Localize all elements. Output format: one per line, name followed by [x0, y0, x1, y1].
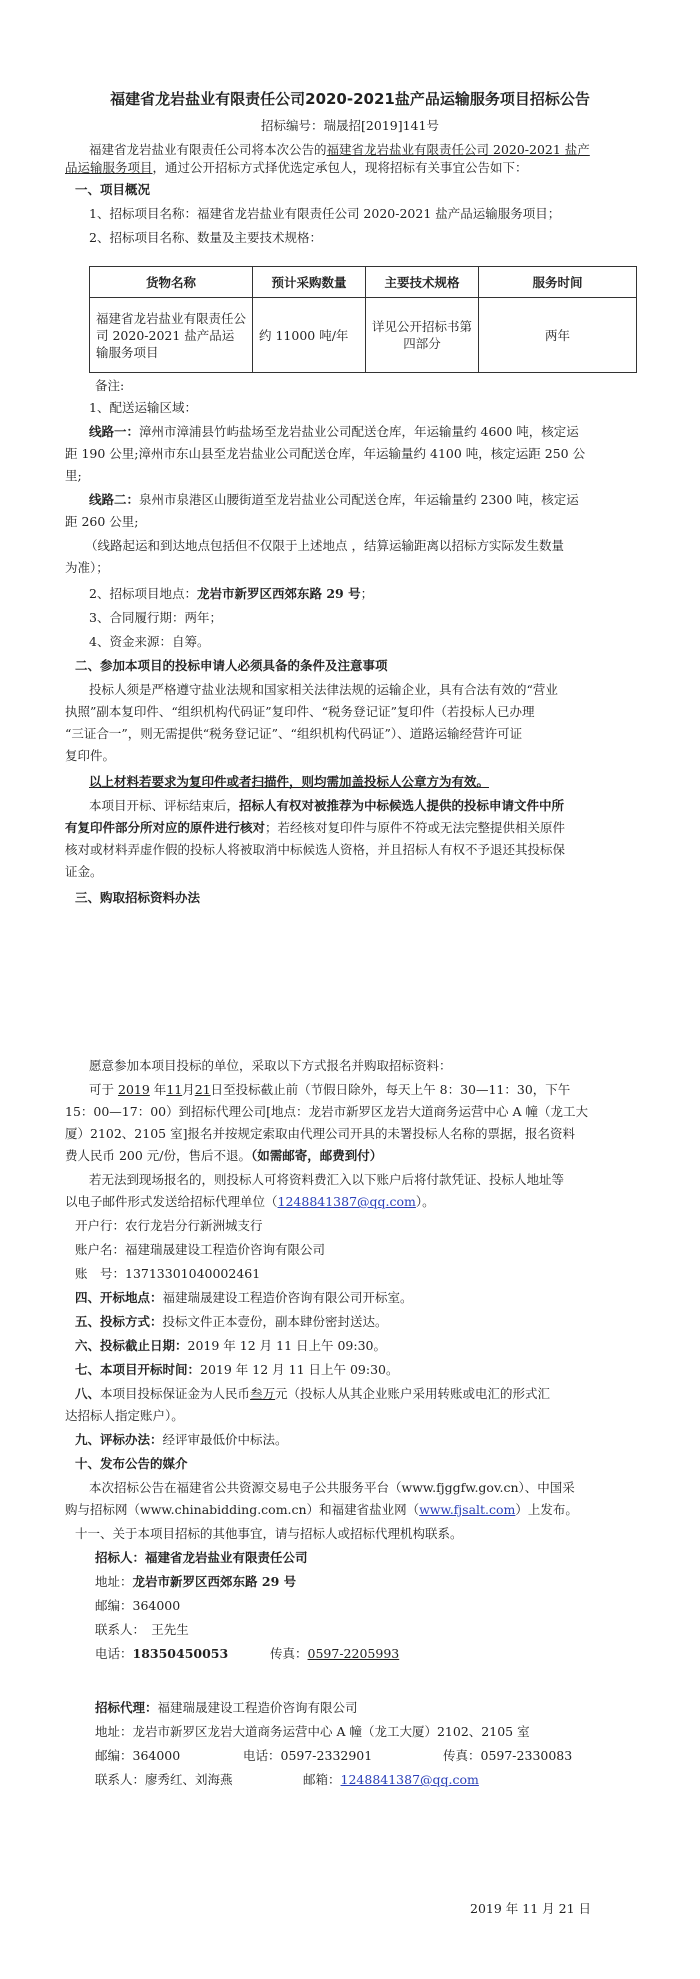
- contract-period: 3、合同履行期：两年；: [89, 610, 222, 625]
- route-1-line-1: [89, 424, 579, 440]
- sec2-para-line: 执照”副本复印件、“组织机构代码证”复印件、“税务登记证”复印件（若投标人已办理: [65, 704, 535, 719]
- site-end: ；: [360, 586, 374, 601]
- tenderer-name: 福建省龙岩盐业有限责任公司: [145, 1550, 308, 1565]
- sec2-para-line: [65, 820, 565, 836]
- tenderer-contact: 联系人： 王先生: [95, 1622, 189, 1637]
- sec3-para-line: 愿意参加本项目投标的单位，采取以下方式报名并购取招标资料：: [89, 1058, 452, 1073]
- sec2-para-line: [89, 798, 564, 814]
- section-7-label: 七、本项目开标时间：: [75, 1362, 201, 1377]
- phone-value: 18350450053: [132, 1646, 229, 1661]
- agent-label: 招标代理：: [95, 1700, 158, 1715]
- address-label: 地址：: [95, 1574, 133, 1589]
- route-1-line-2: 距 190 公里;漳州市东山县至龙岩盐业公司配送仓库，年运输量约 4100 吨，核定运距 250 公: [65, 446, 586, 461]
- sec3-text: 月: [182, 1082, 195, 1097]
- agent-name: 福建瑞晟建设工程造价咨询有限公司: [157, 1700, 358, 1715]
- sec2-para-line: 证金。: [65, 864, 103, 879]
- section-8: [75, 1386, 550, 1402]
- phone-label: 电话：: [95, 1646, 133, 1661]
- sec3-day: 21: [194, 1082, 211, 1097]
- section-8-label: 八、: [75, 1386, 101, 1401]
- fax-label: 传真：: [270, 1646, 308, 1661]
- table-header-cell: 货物名称: [90, 267, 253, 298]
- sec2-para-line: “三证合一”，则无需提供“税务登记证”、“组织机构代码证”）、道路运输经营许可证: [65, 726, 523, 741]
- section-8-text: 元（投标人从其企业账户采用转账或电汇的形式汇: [275, 1386, 551, 1401]
- route-note-line-1: （线路起运和到达地点包括但不仅限于上述地点 ，结算运输距离以招标方实际发生数量: [85, 538, 564, 553]
- table-header-row: [90, 267, 637, 298]
- route-1-text: 漳州市漳浦县竹屿盐场至龙岩盐业公司配送仓库，年运输量约 4600 吨，核定运: [139, 424, 579, 439]
- page-title: 福建省龙岩盐业有限责任公司2020-2021盐产品运输服务项目招标公告: [110, 90, 590, 108]
- section-11: 十一、关于本项目招标的其他事宜，请与招标人或招标代理机构联系。: [75, 1526, 463, 1541]
- section-9-value: 经评审最低价中标法。: [162, 1432, 288, 1447]
- table-row: [90, 298, 637, 373]
- sec3-text: 费人民币 200 元/份，售后不退。: [65, 1148, 252, 1163]
- sec2-emphasis: 以上材料若要求为复印件或者扫描件，则均需加盖投标人公章方为有效。: [89, 774, 490, 789]
- zone-label: 1、配送运输区域：: [89, 400, 197, 415]
- deposit-amount: 叁万: [250, 1386, 276, 1401]
- sec3-para-line: [65, 1148, 382, 1164]
- sec3-text: ）。: [415, 1194, 435, 1209]
- section-7: [75, 1362, 399, 1378]
- sec2-bold-text: 招标人有权对被推荐为中标候选人提供的投标申请文件中所: [239, 798, 565, 813]
- sec2-text: ；若经核对复印件与原件不符或无法完整提供相关原件: [265, 820, 566, 835]
- sec3-para-line: 15：00—17：00）到招标代理公司[地点：龙岩市新罗区龙岩大道商务运营中心 A 幢（龙工大: [65, 1104, 588, 1119]
- route-1-label: 线路一：: [89, 424, 140, 439]
- agent-address: 地址：龙岩市新罗区龙岩大道商务运营中心 A 幢（龙工大厦）2102、2105 室: [95, 1724, 530, 1739]
- intro-project-name-cont: 品运输服务项目: [65, 160, 153, 175]
- section-3-heading: 三、购取招标资料办法: [75, 890, 201, 905]
- sec3-text: 可于: [89, 1082, 115, 1097]
- tenderer-address: [95, 1574, 296, 1590]
- section-7-value: 2019 年 12 月 11 日上午 09:30。: [200, 1362, 399, 1377]
- sec3-para-line: 厦）2102、2105 室]报名并按规定索取由代理公司开具的未署投标人名称的票据，报名资料: [65, 1126, 575, 1141]
- note-label: 备注:: [95, 378, 125, 393]
- sec10-text: 购与招标网（www.chinabidding.com.cn）和福建省盐业网（: [65, 1502, 420, 1517]
- site-label: 2、招标项目地点：: [89, 586, 197, 601]
- section-5-value: 投标文件正本壹份，副本肆份密封送达。: [162, 1314, 388, 1329]
- intro-project-name: 福建省龙岩盐业有限责任公司 2020-2021 盐产: [326, 142, 590, 157]
- intro-line-1: [89, 142, 590, 158]
- route-note-line-2: 为准）；: [65, 560, 109, 575]
- agent-line: [95, 1700, 358, 1716]
- site-value: 龙岩市新罗区西郊东路 29 号: [196, 586, 361, 601]
- sec3-bold-text: （如需邮寄，邮费到付）: [251, 1148, 383, 1163]
- intro-text-cont: ，通过公开招标方式择优选定承包人，现将招标有关事宜公告如下：: [152, 160, 528, 175]
- account-name: 账户名：福建瑞晟建设工程造价咨询有限公司: [75, 1242, 326, 1257]
- route-2-label: 线路二：: [89, 492, 140, 507]
- spec-table: [89, 266, 637, 373]
- spec-item: 2、招标项目名称、数量及主要技术规格：: [89, 230, 322, 245]
- section-1-heading: 一、项目概况: [75, 182, 151, 197]
- agent-email-link[interactable]: 1248841387@qq.com: [340, 1772, 479, 1787]
- section-9: [75, 1432, 288, 1448]
- table-header-cell: 主要技术规格: [366, 267, 479, 298]
- agent-contact: 联系人：廖秀红、刘海燕: [95, 1772, 233, 1787]
- table-cell-goods: 福建省龙岩盐业有限责任公司 2020-2021 盐产品运输服务项目: [90, 298, 253, 373]
- sec10-text: ）上发布。: [515, 1502, 578, 1517]
- salt-website-link[interactable]: www.fjsalt.com: [419, 1502, 516, 1517]
- section-10-heading: 十、发布公告的媒介: [75, 1456, 188, 1471]
- intro-text: 福建省龙岩盐业有限责任公司将本次公告的: [89, 142, 327, 157]
- sec3-year: 2019: [118, 1082, 150, 1097]
- section-8-line-2: 达招标人指定账户）。: [65, 1408, 184, 1423]
- sec2-para-line: 复印件。: [65, 748, 116, 763]
- tenderer-phone: [95, 1646, 228, 1662]
- sec3-para-line: [89, 1082, 570, 1098]
- section-4-label: 四、开标地点：: [75, 1290, 163, 1305]
- agent-email-link[interactable]: 1248841387@qq.com: [277, 1194, 416, 1209]
- table-header-cell: 服务时间: [479, 267, 637, 298]
- project-site: [89, 586, 373, 602]
- section-8-text: 本项目投标保证金为人民币: [100, 1386, 251, 1401]
- sec2-text: 本项目开标、评标结束后，: [89, 798, 240, 813]
- agent-fax: 传真：0597-2330083: [443, 1748, 573, 1763]
- account-number: 账 号：13713301040002461: [75, 1266, 261, 1281]
- agent-zip: 邮编：364000: [95, 1748, 181, 1763]
- sec10-para-line: 本次招标公告在福建省公共资源交易电子公共服务平台（www.fjggfw.gov.cn）、中国采: [89, 1480, 575, 1495]
- section-5: [75, 1314, 388, 1330]
- sec2-para-line: 核对或材料弄虚作假的投标人将被取消中标候选人资格，并且招标人有权不予退还其投标保: [65, 842, 566, 857]
- section-2-heading: 二、参加本项目的投标申请人必须具备的条件及注意事项: [75, 658, 388, 673]
- route-2-line-2: 距 260 公里;: [65, 514, 139, 529]
- tenderer-line: [95, 1550, 308, 1566]
- route-1-line-3: 里;: [65, 468, 82, 483]
- table-cell-quantity: 约 11000 吨/年: [253, 298, 366, 373]
- route-2-line-1: [89, 492, 579, 508]
- sec2-bold-text: 有复印件部分所对应的原件进行核对: [65, 820, 266, 835]
- section-6-label: 六、投标截止日期：: [75, 1338, 188, 1353]
- section-5-label: 五、投标方式：: [75, 1314, 163, 1329]
- section-4-value: 福建瑞晟建设工程造价咨询有限公司开标室。: [162, 1290, 413, 1305]
- bid-number: 招标编号：瑞晟招[2019]141号: [261, 118, 439, 133]
- address-value: 龙岩市新罗区西郊东路 29 号: [132, 1574, 297, 1589]
- sec10-para-line: [65, 1502, 578, 1518]
- announcement-date: 2019 年 11 月 21 日: [470, 1901, 591, 1916]
- tenderer-zip: 邮编：364000: [95, 1598, 181, 1613]
- agent-email: [303, 1772, 479, 1788]
- table-cell-spec: 详见公开招标书第四部分: [366, 298, 479, 373]
- sec3-month: 11: [166, 1082, 183, 1097]
- table-cell-duration: 两年: [479, 298, 637, 373]
- section-6-value: 2019 年 12 月 11 日上午 09:30。: [187, 1338, 387, 1353]
- sec3-para-line: [65, 1194, 435, 1210]
- sec2-para-line: 投标人须是严格遵守盐业法规和国家相关法律法规的运输企业，具有合法有效的“营业: [89, 682, 558, 697]
- sec3-text: 年: [153, 1082, 167, 1097]
- fund-source: 4、资金来源：自筹。: [89, 634, 210, 649]
- section-6: [75, 1338, 386, 1354]
- sec3-para-line: 若无法到现场报名的，则投标人可将资料费汇入以下账户后将付款凭证、投标人地址等: [89, 1172, 565, 1187]
- bank-name: 开户行：农行龙岩分行新洲城支行: [75, 1218, 263, 1233]
- sec3-text: 以电子邮件形式发送给招标代理单位（: [65, 1194, 278, 1209]
- agent-phone: 电话：0597-2332901: [243, 1748, 373, 1763]
- email-label: 邮箱：: [303, 1772, 341, 1787]
- tenderer-label: 招标人：: [95, 1550, 146, 1565]
- section-9-label: 九、评标办法：: [75, 1432, 163, 1447]
- intro-line-2: [65, 160, 528, 176]
- project-name-item: 1、招标项目名称：福建省龙岩盐业有限责任公司 2020-2021 盐产品运输服务项目；: [89, 206, 561, 221]
- sec3-text: 日至投标截止前（节假日除外，每天上午 8：30—11：30，下午: [210, 1082, 571, 1097]
- route-2-text: 泉州市泉港区山腰街道至龙岩盐业公司配送仓库，年运输量约 2300 吨，核定运: [139, 492, 579, 507]
- section-4: [75, 1290, 413, 1306]
- table-header-cell: 预计采购数量: [253, 267, 366, 298]
- fax-value: 0597-2205993: [307, 1646, 400, 1661]
- tenderer-fax: [270, 1646, 399, 1662]
